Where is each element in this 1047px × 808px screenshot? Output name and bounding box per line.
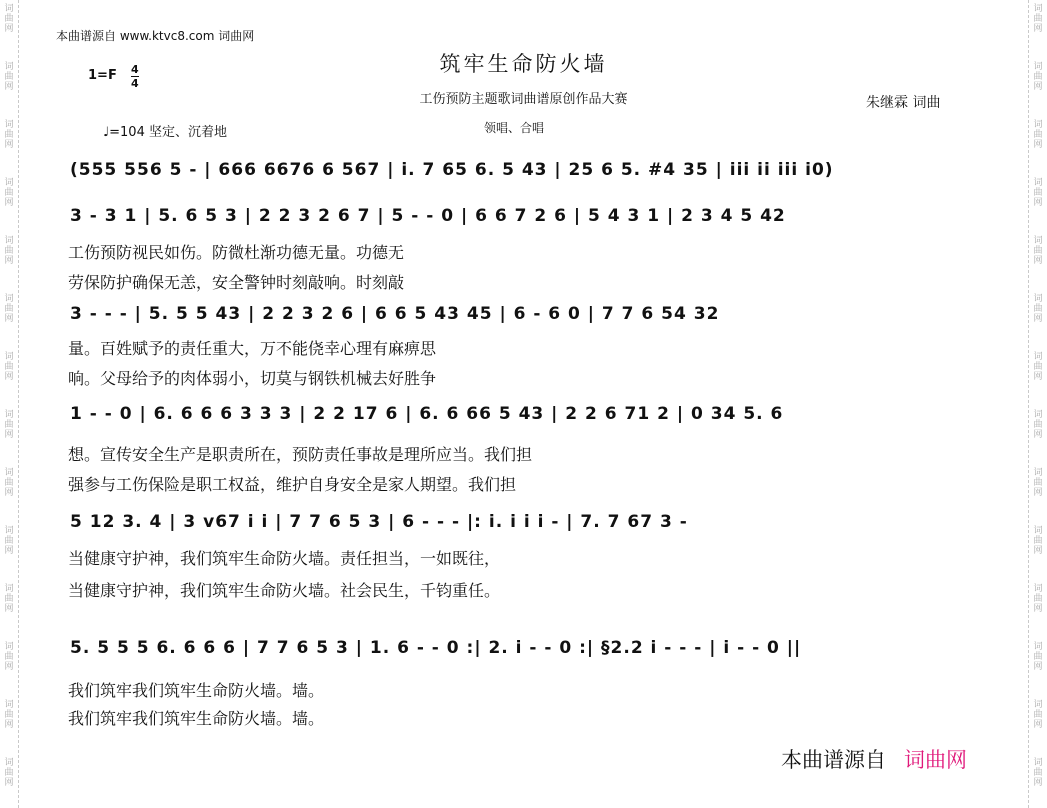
watermark-mark: 词 曲 网: [1033, 120, 1043, 150]
performance-note: 领唱、合唱: [484, 121, 545, 135]
watermark-mark: 词 曲 网: [1033, 236, 1043, 266]
lyric-verse-1: 想。宣传安全生产是职责所在，预防责任事故是理所应当。我们担: [68, 445, 533, 464]
staff-text: (555 556 5 - | 666 6676 6 567 | i. 7 65 6. 5 43 | 25 6 5. #4 35 | iii ii iii i0): [70, 160, 834, 180]
watermark-mark: 词 曲 网: [1033, 178, 1043, 208]
watermark-mark: 词 曲 网: [4, 178, 14, 208]
page-title: 筑牢生命防火墙: [439, 52, 608, 76]
staff-text: 1 - - 0 | 6. 6 6 6 3 3 3 | 2 2 17 6 | 6. 6 66 5 43 | 2 2 6 71 2 | 0 34 5. 6: [70, 404, 784, 424]
watermark-mark: 词 曲 网: [1033, 758, 1043, 788]
lyric-row: [68, 442, 957, 465]
lyric-verse-2: 强参与工伤保险是职工权益，维护自身安全是家人期望。我们担: [68, 475, 517, 494]
watermark-mark: 词 曲 网: [1033, 642, 1043, 672]
lyric-row: [68, 546, 957, 569]
footer-text: 本曲谱源自: [781, 748, 886, 772]
lyric-row: [68, 678, 957, 701]
staff-line-3: [70, 304, 972, 324]
watermark-mark: 词 曲 网: [4, 236, 14, 266]
staff-text: 5 12 3. 4 | 3 v67 i i | 7 7 6 5 3 | 6 - - - |: i. i i i - | 7. 7 67 3 -: [70, 512, 688, 532]
time-signature-bottom: 4: [131, 77, 139, 90]
watermark-mark: 词 曲 网: [4, 584, 14, 614]
watermark-mark: 词 曲 网: [1033, 584, 1043, 614]
footer-credit: [781, 744, 967, 774]
staff-line-1: [70, 160, 972, 180]
watermark-mark: 词 曲 网: [4, 352, 14, 382]
lyric-verse-1: 我们筑牢我们筑牢生命防火墙。墙。: [68, 681, 325, 700]
lyric-row: [68, 578, 957, 601]
watermark-mark: 词 曲 网: [1033, 294, 1043, 324]
lyric-row: [68, 706, 957, 729]
staff-text: 3 - 3 1 | 5. 6 5 3 | 2 2 3 2 6 7 | 5 - - 0 | 6 6 7 2 6 | 5 4 3 1 | 2 3 4 5 42: [70, 206, 786, 226]
composer-credit: 朱继霖 词曲: [866, 95, 941, 111]
source-line: 本曲谱源自 www.ktvc8.com 词曲网: [56, 29, 255, 43]
lyric-row: [68, 270, 957, 293]
lyric-row: [68, 336, 957, 359]
lyric-row: [68, 240, 957, 263]
watermark-mark: 词 曲 网: [4, 526, 14, 556]
lyric-verse-2: 我们筑牢我们筑牢生命防火墙。墙。: [68, 709, 325, 728]
lyric-row: [68, 366, 957, 389]
staff-text: 3 - - - | 5. 5 5 43 | 2 2 3 2 6 | 6 6 5 43 45 | 6 - 6 0 | 7 7 6 54 32: [70, 304, 720, 324]
lyric-row: [68, 472, 957, 495]
footer-site-name: 词曲网: [904, 748, 967, 772]
lyric-verse-2: 响。父母给予的肉体弱小，切莫与钢铁机械去好胜争: [68, 369, 437, 388]
lyric-verse-1: 量。百姓赋予的责任重大，万不能侥幸心理有麻痹思: [68, 339, 437, 358]
watermark-mark: 词 曲 网: [4, 642, 14, 672]
lyric-verse-1: 工伤预防视民如伤。防微杜渐功德无量。功德无: [68, 243, 405, 262]
watermark-mark: 词 曲 网: [4, 700, 14, 730]
watermark-mark: 词 曲 网: [1033, 410, 1043, 440]
lyric-verse-1: 当健康守护神，我们筑牢生命防火墙。责任担当，一如既往，: [68, 549, 501, 568]
watermark-mark: 词 曲 网: [1033, 352, 1043, 382]
tempo-marking: ♩=104 坚定、沉着地: [103, 125, 227, 140]
staff-line-4: [70, 404, 972, 424]
watermark-mark: 词 曲 网: [4, 62, 14, 92]
time-signature: [131, 63, 139, 90]
watermark-mark: 词 曲 网: [4, 758, 14, 788]
lyric-verse-2: 劳保防护确保无恙，安全警钟时刻敲响。时刻敲: [68, 273, 405, 292]
watermark-mark: 词 曲 网: [4, 4, 14, 34]
staff-line-6: [70, 638, 972, 658]
watermark-mark: 词 曲 网: [1033, 526, 1043, 556]
watermark-mark: 词 曲 网: [1033, 62, 1043, 92]
watermark-mark: 词 曲 网: [1033, 468, 1043, 498]
subtitle: 工伤预防主题歌词曲谱原创作品大赛: [419, 92, 628, 107]
watermark-mark: 词 曲 网: [4, 120, 14, 150]
key-signature: 1=F: [88, 68, 117, 83]
watermark-mark: 词 曲 网: [4, 410, 14, 440]
staff-line-5: [70, 512, 972, 532]
watermark-mark: 词 曲 网: [4, 294, 14, 324]
staff-line-2: [70, 206, 972, 226]
time-signature-top: 4: [131, 63, 139, 76]
watermark-mark: 词 曲 网: [4, 468, 14, 498]
lyric-verse-2: 当健康守护神，我们筑牢生命防火墙。社会民生，千钧重任。: [68, 581, 501, 600]
staff-text: 5. 5 5 5 6. 6 6 6 | 7 7 6 5 3 | 1. 6 - - 0 :| 2. i - - 0 :| §2.2 i - - - | i - - 0 ||: [70, 638, 802, 658]
watermark-mark: 词 曲 网: [1033, 700, 1043, 730]
watermark-mark: 词 曲 网: [1033, 4, 1043, 34]
